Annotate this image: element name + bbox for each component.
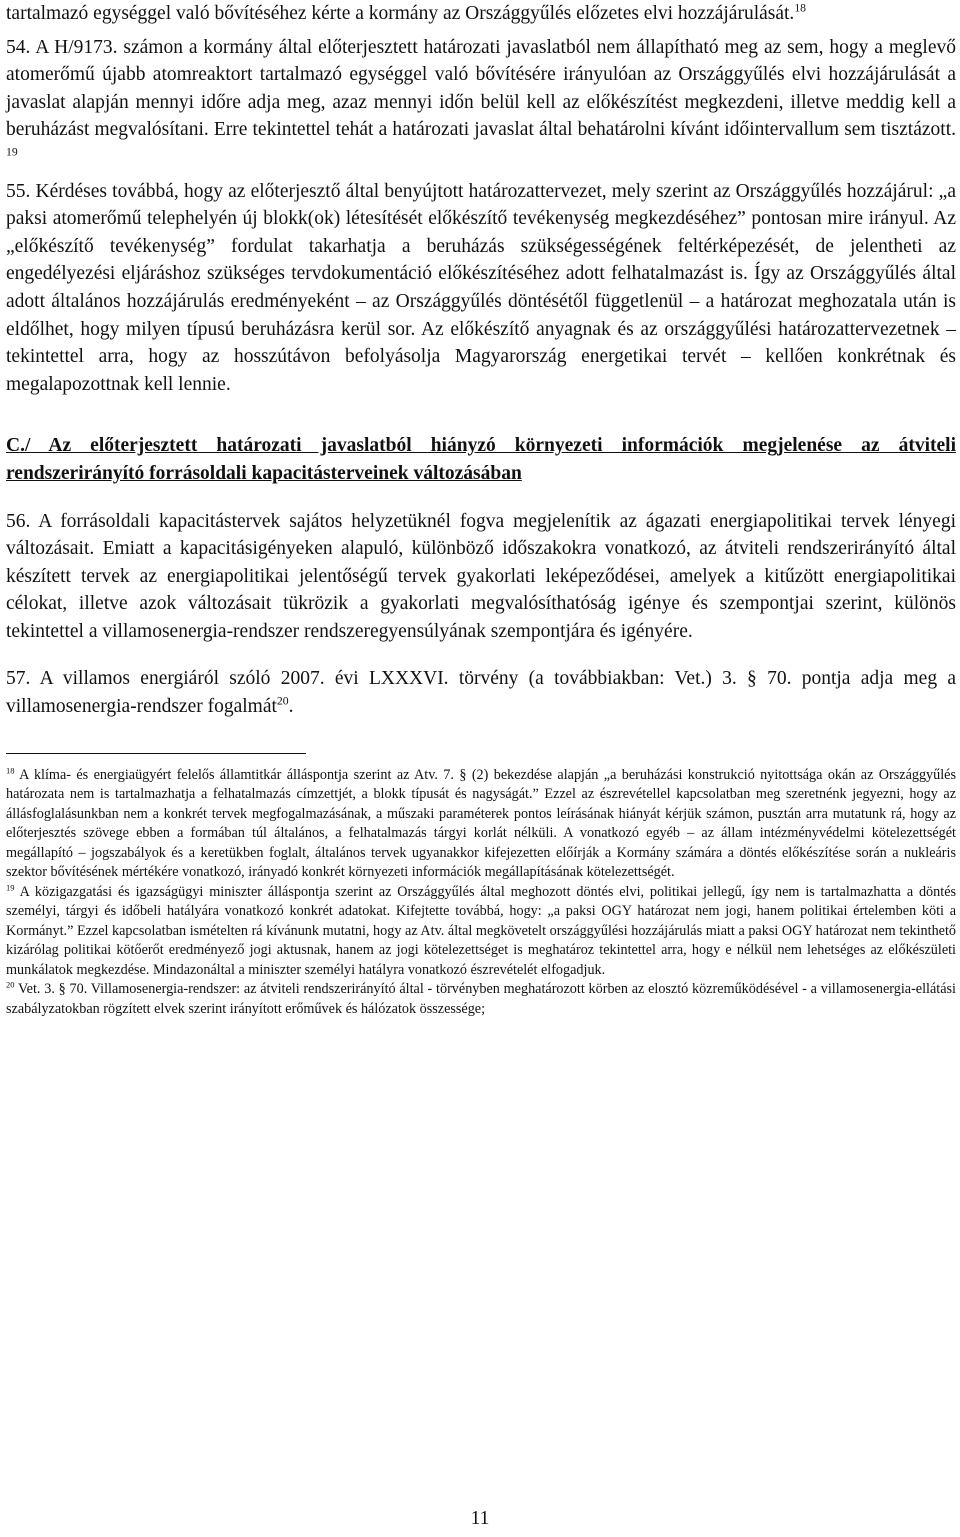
spacer — [6, 488, 956, 508]
footnote-text: Vet. 3. § 70. Villamosenergia-rendszer: az átviteli rendszerirányító által - törvényben meghatározott körben az elosztó közreműködésével - a villamosenergia-ellátási szabályzatokban rögzített elvek szerint irányított erőművek és hálózatok összessége; — [6, 981, 956, 1017]
footnote-separator — [6, 753, 306, 754]
footnote-ref-19[interactable]: 19 — [6, 145, 18, 159]
footnote-text: A közigazgatási és igazságügyi miniszter álláspontja szerint az Országgyűlés által meghozott döntés elvi, politikai jellegű, így nem is tartalmazhatta a döntés személyi, tárgyi és időbeli hatályára vonatkozó konkrét adatokat. Kifejtette továbbá, hogy: „a paksi OGY határozat nem jogi, hanem politikai értelemben köti a Kormányt.” Ezzel kapcsolatban ismételten rá kívánunk mutatni, hogy az Atv. által megkövetelt országgyűlési hozzájárulás miatt a paksi OGY határozat nem tekinthető kizárólag politikai kötőerőt eredményező jogi aktusnak, hanem az jogi kötelezettséget is meghatároz tekintettel arra, hogy e nélkül nem lehetséges az előkészületi munkálatok megkezdése. Mindazonáltal a miniszter személyi hatályra vonatkozó észrevételét elfogadjuk. — [6, 883, 957, 978]
paragraph-54 — [6, 34, 956, 172]
footnote-text: A klíma- és energiaügyért felelős államtitkár álláspontja szerint az Atv. 7. § (2) bekezdése alapján „a beruházási konstrukció nyitottsága okán az Országgyűlés határozata nem is tartalmazhatja a felhatalmazás címzettjét, a blokk típusát és nagyságát.” Ezzel az észrevétellel kapcsolatban meg szeretnénk jegyezni, hogy az állásfoglalásunkban nem a konkrét tervek megfogalmazásának, a műszaki paraméterek pontos leírásának hiányát kérjük számon, pusztán arra mutatunk rá, hogy az előterjesztés szövege ebben a formában túl általános, a felhatalmazás tárgyi korlát nélküli. A vonatkozó egyéb – az állam intézményvédelmi kötelezettségét megállapító – jogszabályok és a keretükben foglalt, általános tervek ugyanakkor kifejezetten előírják a Kormány számára a döntés előkészítése során a nukleáris szektor bővítésének mértékére vonatkozó, irányadó konkrét környezeti információk megállapításának kötelezettségét. — [6, 766, 956, 881]
page-number: 11 — [470, 1508, 490, 1529]
paragraph-text: tartalmazó egységgel való bővítéséhez kérte a kormány az Országgyűlés előzetes elvi hozzájárulását. — [6, 3, 795, 24]
spacer — [6, 398, 956, 432]
paragraph-56: 56. A forrásoldali kapacitástervek sajátos helyzetüknél fogva megjelenítik az ágazati energiapolitikai tervek lényegi változásait. Emiatt a kapacitásigényeken alapuló, különböző időszakokra vonatkozó, az átviteli rendszerirányító által készített tervek az energiapolitikai jelentőségű tervek gyakorlati leképeződései, amelyek a kitűzött energiapolitikai célokat, illetve azok változásait tükrözik a gyakorlati megvalósíthatóság igénye és szempontjai szerint, különös tekintettel a villamosenergia-rendszer rendszeregyensúlyának szempontjára és igényére. — [6, 510, 956, 642]
spacer — [6, 645, 956, 665]
footnote-20 — [6, 980, 956, 1019]
footnote-ref-18[interactable]: 18 — [794, 1, 806, 15]
footnote-number: 19 — [6, 881, 15, 892]
paragraph-end: . — [288, 696, 294, 718]
paragraph-continued — [6, 0, 956, 28]
footnote-18 — [6, 766, 956, 883]
footnote-19 — [6, 883, 956, 981]
paragraph-57 — [6, 665, 956, 720]
footnote-number: 20 — [6, 979, 15, 990]
footnote-number: 18 — [6, 764, 15, 775]
document-page — [6, 0, 956, 1019]
footnote-ref-20[interactable]: 20 — [276, 694, 289, 708]
paragraph-55: 55. Kérdéses továbbá, hogy az előterjesztő által benyújtott határozattervezet, mely szerint az Országgyűlés hozzájárul: „a paksi atomerőmű telephelyén új blokk(ok) létesítését előkészítő tevékenység megkezdéséhez” pontosan mire irányul. Az „előkészítő tevékenység” fordulat takarhatja a beruházás szükségességének feltérképezését, de jelentheti az engedélyezési eljáráshoz szükséges tervdokumentáció előkészítéséhez adott felhatalmazást is. Így az Országgyűlés által adott általános hozzájárulás eredményeként – az Országgyűlés döntésétől függetlenül – a határozat meghozatala után is eldőlhet, hogy milyen típusú beruházásra kerül sor. Az előkészítő anyagnak és az országgyűlési határozattervezetnek – tekintettel arra, hogy az hosszútávon befolyásolja Magyarország energetikai tervét – kellően konkrétnak és megalapozottnak kell lennie. — [6, 180, 956, 395]
paragraph-text: 57. A villamos energiáról szóló 2007. évi LXXXVI. törvény (a továbbiakban: Vet.) 3. § 70. pontja adja meg a villamosenergia-rendszer fogalmát — [6, 668, 956, 718]
paragraph-text: 54. A H/9173. számon a kormány által előterjesztett határozati javaslatból nem állapítható meg az sem, hogy a meglevő atomerőmű újabb atomreaktort tartalmazó egységgel való bővítésére irányulóan az Országgyűlés elvi hozzájárulását a javaslat alapján mennyi időre adja meg, azaz mennyi időn belül kell az előkészítést megkezdeni, illetve meddig kell a beruházást megvalósítani. Erre tekintettel tehát a határozati javaslat által behatárolni kívánt időintervallum sem tisztázott. — [6, 36, 956, 141]
section-heading-c: C./ Az előterjesztett határozati javaslatból hiányzó környezeti információk megjelenése az átviteli rendszerirányító forrásoldali kapacitásterveinek változásában — [6, 435, 956, 484]
